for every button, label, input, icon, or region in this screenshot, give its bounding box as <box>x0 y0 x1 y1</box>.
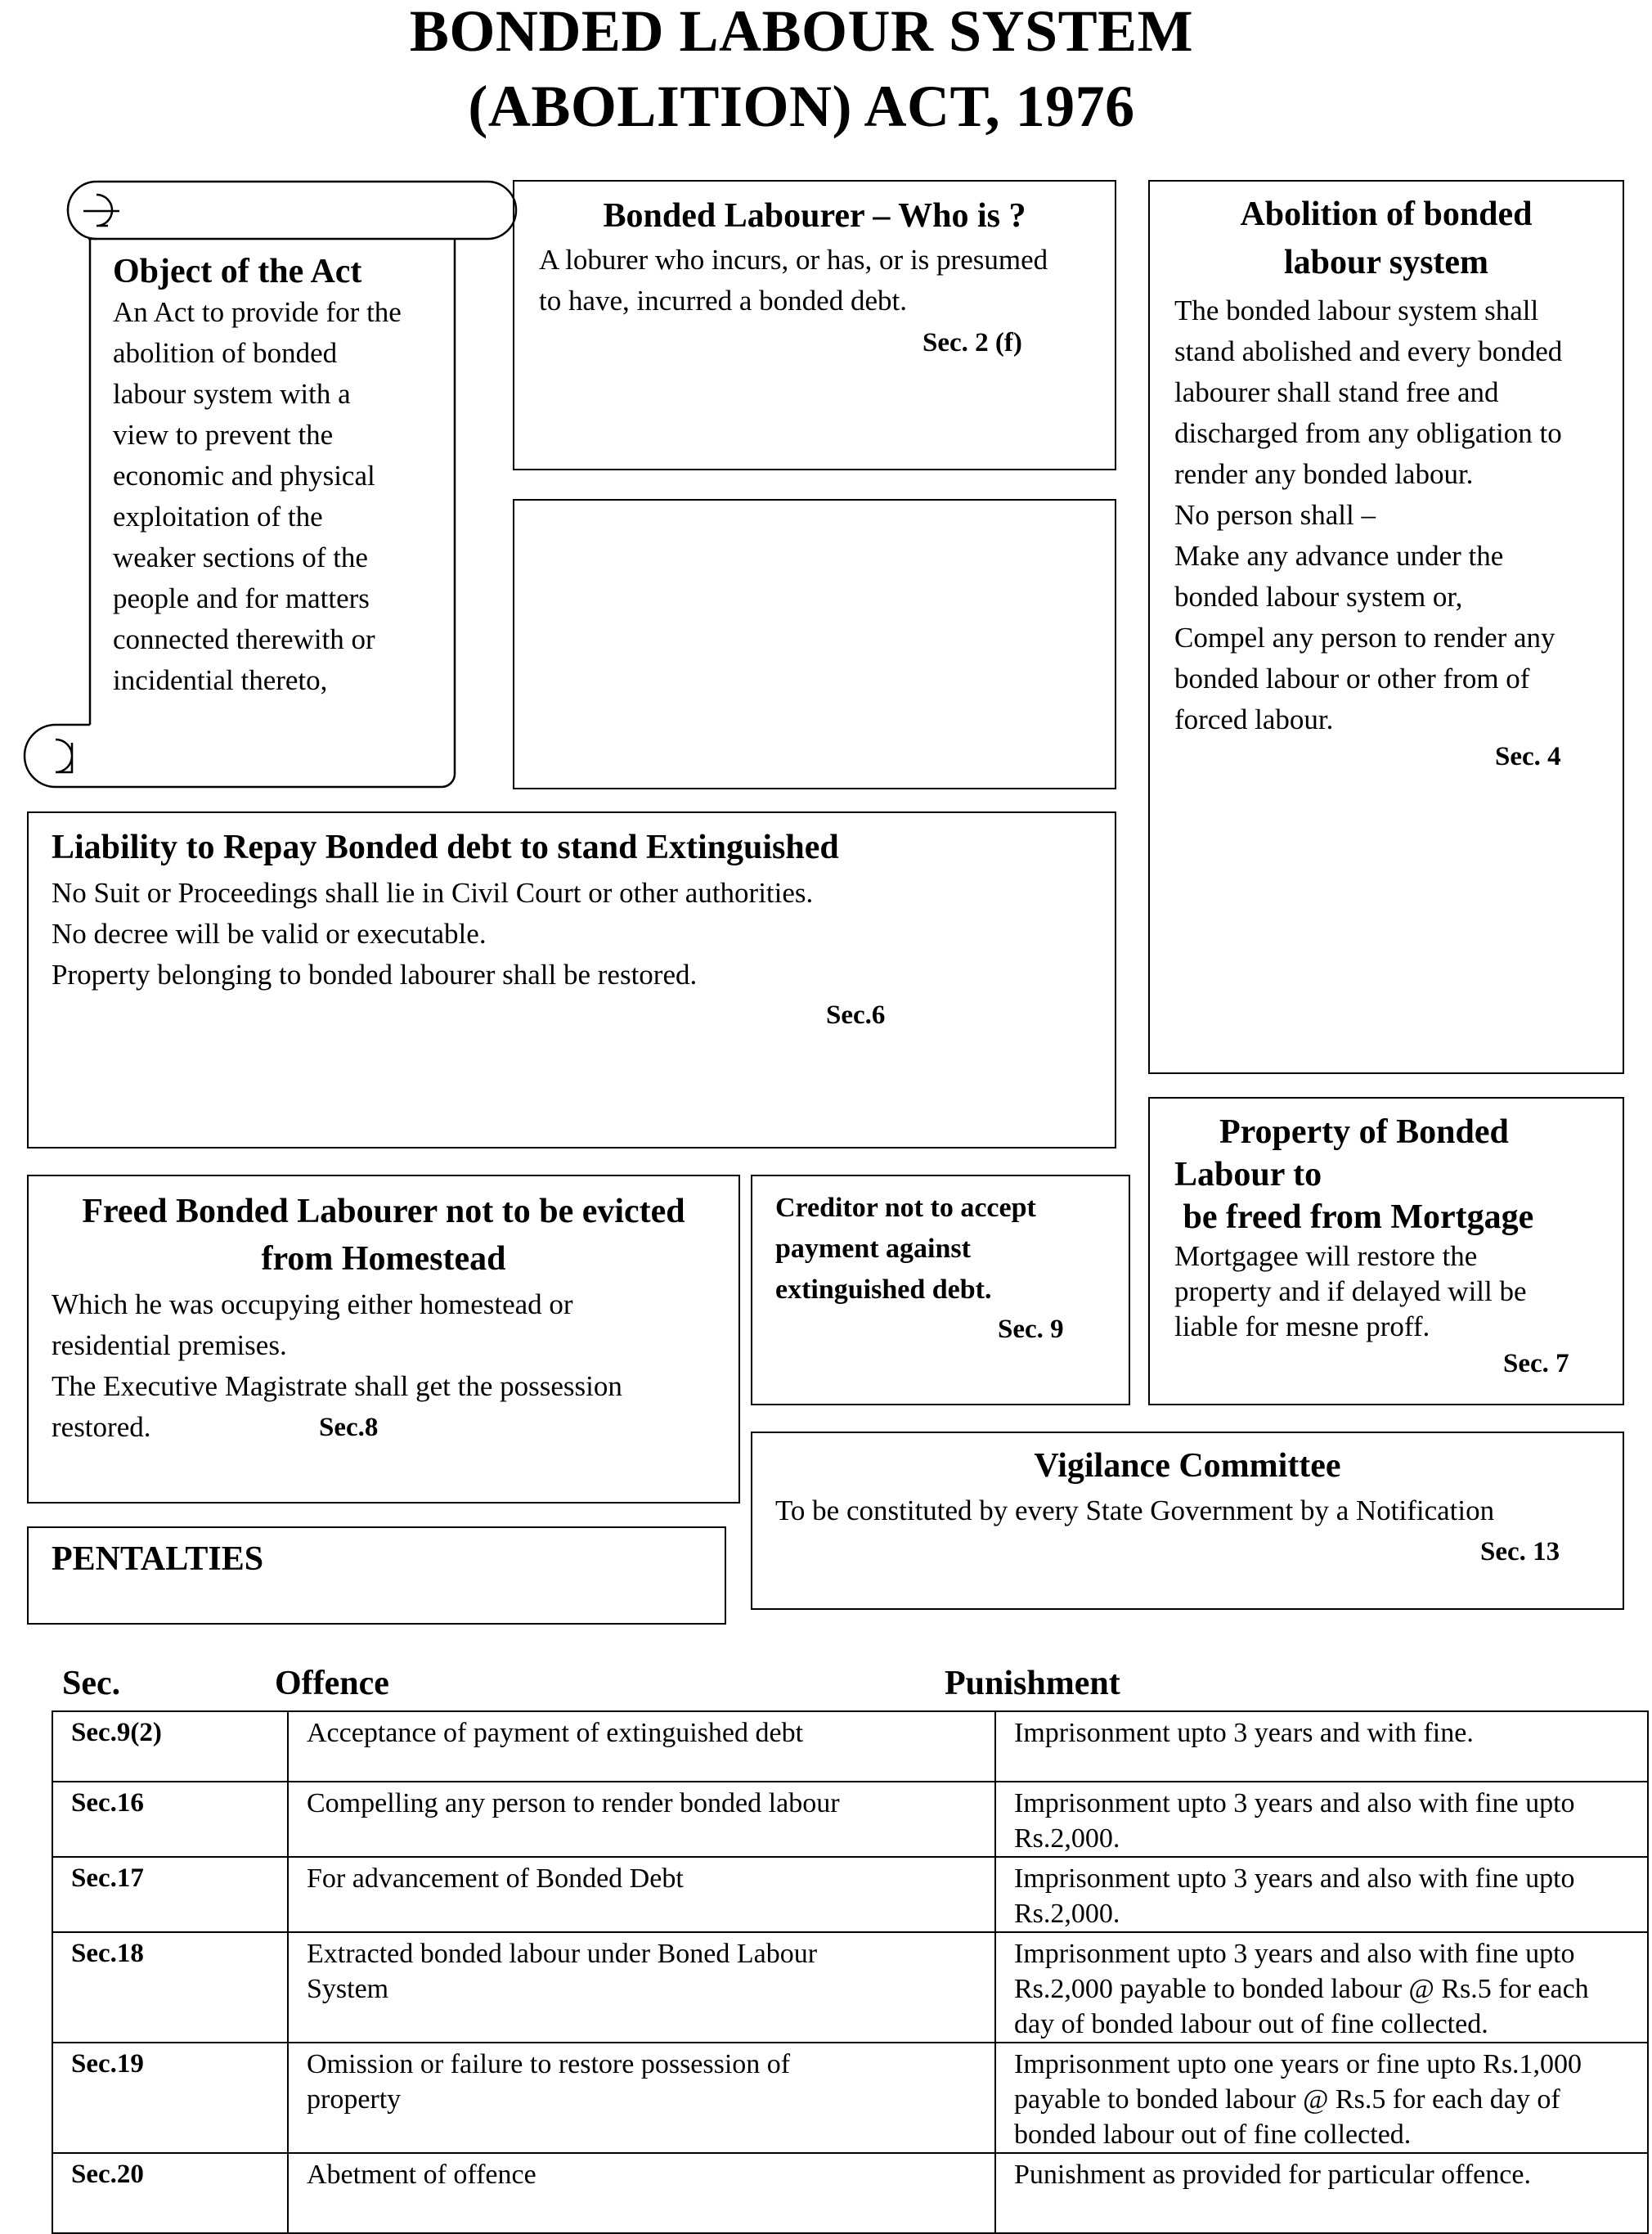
punishment-line: Imprisonment upto 3 years and also with fine upto <box>1014 1863 1575 1894</box>
offence-line: Extracted bonded labour under Boned Labour <box>307 1939 818 1969</box>
page-title-line-2: (ABOLITION) ACT, 1976 <box>468 74 1135 139</box>
homestead-section: Sec.8 <box>319 1413 379 1442</box>
object-line: weaker sections of the <box>113 541 368 573</box>
homestead-line: Which he was occupying either homestead or <box>52 1288 573 1320</box>
page-title-line-1: BONDED LABOUR SYSTEM <box>409 0 1194 64</box>
abolition-section: Sec. 4 <box>1495 742 1561 771</box>
sec-cell: Sec.19 <box>52 2043 288 2153</box>
homestead-line: residential premises. <box>52 1329 287 1361</box>
abolition-line: labourer shall stand free and <box>1174 376 1499 408</box>
offence-line: System <box>307 1974 389 2004</box>
abolition-line: forced labour. <box>1174 703 1334 735</box>
punishment-line: Imprisonment upto 3 years and also with fine upto <box>1014 1939 1575 1969</box>
object-line: labour system with a <box>113 377 351 410</box>
who-is-text <box>539 240 1048 321</box>
abolition-line: bonded labour system or, <box>1174 581 1463 613</box>
vigilance-section: Sec. 13 <box>1480 1537 1560 1566</box>
who-is-heading-wrap <box>513 195 1116 238</box>
creditor-line: Creditor not to accept <box>775 1193 1036 1223</box>
punishment-line: bonded labour out of fine collected. <box>1014 2119 1412 2150</box>
table-row <box>52 2153 1648 2233</box>
table-row <box>52 1782 1648 1857</box>
punishment-line: Rs.2,000. <box>1014 1899 1120 1929</box>
property-section: Sec. 7 <box>1503 1349 1569 1378</box>
table-row <box>52 1711 1648 1782</box>
offence-line: Abetment of offence <box>307 2160 536 2190</box>
liability-heading: Liability to Repay Bonded debt to stand Extinguished <box>52 829 839 866</box>
punishment-line: Rs.2,000. <box>1014 1823 1120 1854</box>
offence-cell <box>288 1932 995 2043</box>
abolition-line: Compel any person to render any <box>1174 622 1555 654</box>
table-row <box>52 2043 1648 2153</box>
punishment-line: Punishment as provided for particular offence. <box>1014 2160 1531 2190</box>
abolition-line: discharged from any obligation to <box>1174 417 1562 449</box>
homestead-line: restored. <box>52 1411 151 1443</box>
offence-line: property <box>307 2084 402 2115</box>
property-heading <box>1174 1111 1616 1238</box>
punishment-line: Imprisonment upto one years or fine upto Rs.1,000 <box>1014 2049 1582 2079</box>
offence-cell <box>288 1782 995 1857</box>
who-is-line: to have, incurred a bonded debt. <box>539 285 907 317</box>
homestead-heading <box>27 1188 740 1283</box>
offence-cell <box>288 2043 995 2153</box>
sec-cell: Sec.17 <box>52 1857 288 1932</box>
punishment-line: payable to bonded labour @ Rs.5 for each day of <box>1014 2084 1560 2115</box>
punishment-cell <box>995 1711 1648 1782</box>
abolition-text <box>1174 290 1562 740</box>
property-heading-line: Property of Bonded <box>1219 1113 1509 1151</box>
sec-cell: Sec.20 <box>52 2153 288 2233</box>
liability-line: No Suit or Proceedings shall lie in Civil Court or other authorities. <box>52 877 814 909</box>
offence-line: Compelling any person to render bonded labour <box>307 1788 840 1818</box>
who-is-line: A loburer who incurs, or has, or is presumed <box>539 244 1048 276</box>
abolition-line: bonded labour or other from of <box>1174 663 1530 694</box>
creditor-text <box>775 1188 1036 1310</box>
abolition-line: stand abolished and every bonded <box>1174 335 1563 367</box>
property-line: liable for mesne proff. <box>1174 1310 1430 1342</box>
abolition-heading-line: Abolition of bonded <box>1240 196 1533 233</box>
liability-line: Property belonging to bonded labourer shall be restored. <box>52 959 698 991</box>
offence-line: For advancement of Bonded Debt <box>307 1863 684 1894</box>
object-line: incidential thereto, <box>113 663 328 696</box>
who-is-heading: Bonded Labourer – Who is ? <box>603 197 1026 235</box>
creditor-line: extinguished debt. <box>775 1274 992 1305</box>
creditor-line: payment against <box>775 1234 971 1264</box>
liability-section: Sec.6 <box>826 1000 886 1030</box>
object-line: An Act to provide for the <box>113 295 402 328</box>
property-heading-line: Labour to <box>1174 1156 1322 1193</box>
punishment-line: Imprisonment upto 3 years and with fine. <box>1014 1718 1474 1748</box>
punishment-cell <box>995 2043 1648 2153</box>
vigilance-heading: Vigilance Committee <box>1034 1447 1341 1485</box>
property-line: Mortgagee will restore the <box>1174 1240 1478 1272</box>
abolition-line: render any bonded labour. <box>1174 458 1474 490</box>
homestead-line: The Executive Magistrate shall get the possession <box>52 1370 622 1402</box>
object-line: exploitation of the <box>113 500 323 533</box>
table-header-punishment: Punishment <box>945 1665 1120 1702</box>
object-text <box>113 292 465 701</box>
who-is-section: Sec. 2 (f) <box>923 328 1022 357</box>
liability-line: No decree will be valid or executable. <box>52 918 487 950</box>
sec-cell: Sec.16 <box>52 1782 288 1857</box>
sec-cell: Sec.18 <box>52 1932 288 2043</box>
punishment-line: Rs.2,000 payable to bonded labour @ Rs.5 for each <box>1014 1974 1589 2004</box>
property-heading-line: be freed from Mortgage <box>1174 1198 1534 1236</box>
abolition-line: No person shall – <box>1174 499 1376 531</box>
offence-cell <box>288 2153 995 2233</box>
homestead-heading-line: Freed Bonded Labourer not to be evicted <box>82 1193 685 1230</box>
offence-line: Omission or failure to restore possession of <box>307 2049 791 2079</box>
sec-cell: Sec.9(2) <box>52 1711 288 1782</box>
abolition-line: The bonded labour system shall <box>1174 294 1539 326</box>
table-header-offence: Offence <box>275 1665 389 1702</box>
liability-text <box>52 873 813 996</box>
punishment-line: Imprisonment upto 3 years and also with fine upto <box>1014 1788 1575 1818</box>
punishment-cell <box>995 1857 1648 1932</box>
punishment-line: day of bonded labour out of fine collected. <box>1014 2009 1488 2039</box>
object-line: abolition of bonded <box>113 336 338 369</box>
object-line: connected therewith or <box>113 623 375 655</box>
empty-box <box>513 499 1116 789</box>
abolition-line: Make any advance under the <box>1174 540 1504 572</box>
object-heading: Object of the Act <box>113 253 362 290</box>
table-row <box>52 1932 1648 2043</box>
table-header-sec: Sec. <box>62 1665 121 1702</box>
offence-cell <box>288 1857 995 1932</box>
object-section <box>113 250 465 701</box>
object-line: view to prevent the <box>113 418 334 451</box>
creditor-section: Sec. 9 <box>998 1315 1064 1344</box>
abolition-heading <box>1148 193 1624 284</box>
penalties-label: PENTALTIES <box>52 1540 264 1578</box>
object-line: people and for matters <box>113 582 370 614</box>
offence-line: Acceptance of payment of extinguished debt <box>307 1718 804 1748</box>
homestead-heading-line: from Homestead <box>261 1240 506 1278</box>
punishment-cell <box>995 1932 1648 2043</box>
vigilance-text: To be constituted by every State Government by a Notification <box>775 1495 1495 1526</box>
property-line: property and if delayed will be <box>1174 1275 1527 1307</box>
abolition-heading-line: labour system <box>1283 243 1489 281</box>
property-text <box>1174 1238 1527 1344</box>
penalties-table <box>52 1710 1649 2234</box>
offence-cell <box>288 1711 995 1782</box>
table-row <box>52 1857 1648 1932</box>
object-line: economic and physical <box>113 459 375 492</box>
punishment-cell <box>995 1782 1648 1857</box>
punishment-cell <box>995 2153 1648 2233</box>
